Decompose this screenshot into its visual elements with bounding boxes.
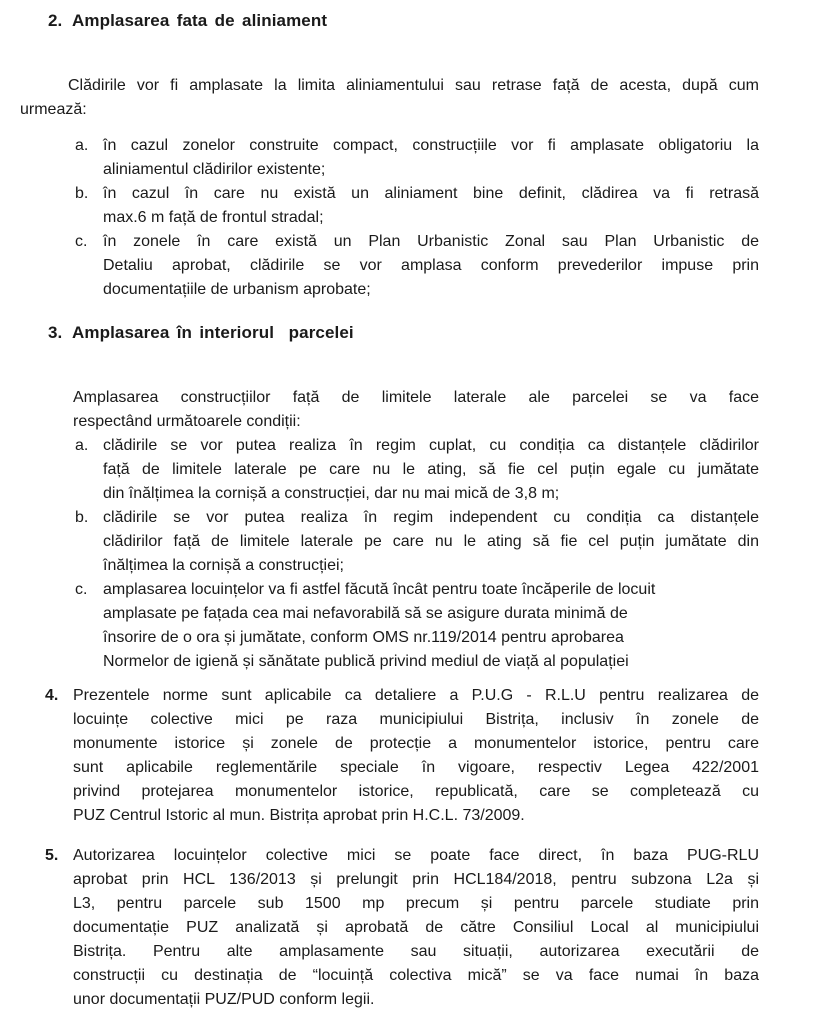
text-line: unor documentații PUZ/PUD conform legii. [73,991,375,1008]
text-line: în cazul în care nu există un aliniament bine definit, clădirea va fi retrasă [103,185,759,202]
text-line: monumente istorice și zonele de protecție a monumentelor istorice, pentru care [73,735,759,752]
text-line: față de limitele laterale pe care nu le ating, să fie cel puțin egale cu jumătate [103,461,759,478]
list-marker: b. [75,185,89,202]
list-item-c [75,578,759,674]
numbered-item-5 [45,844,759,1012]
text-line: din înălțimea la cornișă a construcției, dar nu mai mică de 3,8 m; [103,485,560,502]
text-line: Autorizarea locuințelor colective mici se poate face direct, în baza PUG-RLU [73,847,759,864]
text-line: sunt aplicabile reglementările speciale în vigoare, respectiv Legea 422/2001 [73,759,759,776]
section-2-number: 2. [48,11,63,30]
text-line: PUZ Centrul Istoric al mun. Bistrița aprobat prin H.C.L. 73/2009. [73,807,525,824]
list-item-c [75,230,759,302]
item-5-number: 5. [45,847,59,864]
text-line: privind protejarea monumentelor istorice, republicată, care se completează cu [73,783,759,800]
list-marker: c. [75,233,88,250]
text-line: locuințe colective mici pe raza municipiului Bistrița, inclusiv în zonele de [73,711,759,728]
text-line: înălțimea la cornișă a construcției; [103,557,344,574]
section-3-intro-paragraph [73,386,759,434]
text-line: construcții cu destinația de “locuință colectiva mică” se va face numai în baza [73,967,759,984]
text-line: amplasate pe fațada cea mai nefavorabilă să se asigure durata minimă de [103,605,628,622]
section-3-title: Amplasarea în interiorul parcelei [72,323,354,342]
text-line: aprobat prin HCL 136/2013 și prelungit prin HCL184/2018, pentru subzona L2a și [73,871,759,888]
list-item-text [103,578,759,674]
list-marker: a. [75,137,89,154]
text-line: Clădirile vor fi amplasate la limita aliniamentului sau retrase față de acesta, după cum [68,77,759,94]
text-line: însorire de o ora și jumătate, conform OMS nr.119/2014 pentru aprobarea [103,629,624,646]
list-item-b [75,506,759,578]
text-line: Prezentele norme sunt aplicabile ca detaliere a P.U.G - R.L.U pentru realizarea de [73,687,759,704]
item-4-number: 4. [45,687,59,704]
list-marker: b. [75,509,89,526]
section-2-title: Amplasarea fata de aliniament [72,11,328,30]
section-2-heading [48,10,759,32]
list-item-text [103,134,759,182]
text-line: max.6 m față de frontul stradal; [103,209,324,226]
list-marker: c. [75,581,88,598]
section-2-list [75,134,759,302]
list-item-a [75,434,759,506]
text-line: Amplasarea construcțiilor față de limitele laterale ale parcelei se va face [73,389,759,406]
text-line: în zonele în care există un Plan Urbanistic Zonal sau Plan Urbanistic de [103,233,759,250]
text-line: documentație PUZ analizată și aprobată de către Consiliul Local al municipiului [73,919,759,936]
text-line: documentațiile de urbanism aprobate; [103,281,371,298]
numbered-item-4 [45,684,759,828]
section-3-list [75,434,759,674]
list-item-text [103,506,759,578]
list-item-text [103,434,759,506]
list-item-text [103,182,759,230]
section-2-intro-paragraph [20,74,759,122]
text-line: L3, pentru parcele sub 1500 mp precum și pentru parcele studiate prin [73,895,759,912]
list-item-b [75,182,759,230]
text-line: Detaliu aprobat, clădirile se vor amplasa conform prevederilor impuse prin [103,257,759,274]
text-line: amplasarea locuințelor va fi astfel făcută încât pentru toate încăperile de locuit [103,581,656,598]
text-line: clădirile se vor putea realiza în regim cuplat, cu condiția ca distanțele clădirilor [103,437,759,454]
section-3-heading [48,322,759,344]
item-5-text [73,844,759,1012]
text-line: clădirilor față de limitele laterale pe care nu le ating să fie cel puțin jumătate din [103,533,759,550]
text-line: clădirile se vor putea realiza în regim independent cu condiția ca distanțele [103,509,759,526]
text-line: Bistrița. Pentru alte amplasamente sau situații, autorizarea executării de [73,943,759,960]
text-line: urmează: [20,101,87,118]
text-line: Normelor de igienă și sănătate publică privind mediul de viață al populației [103,653,629,670]
item-4-text [73,684,759,828]
text-line: aliniamentul clădirilor existente; [103,161,326,178]
section-3-number: 3. [48,323,63,342]
text-line: respectând următoarele condiții: [73,413,301,430]
list-item-a [75,134,759,182]
list-item-text [103,230,759,302]
list-marker: a. [75,437,89,454]
text-line: în cazul zonelor construite compact, construcțiile vor fi amplasate obligatoriu la [103,137,759,154]
